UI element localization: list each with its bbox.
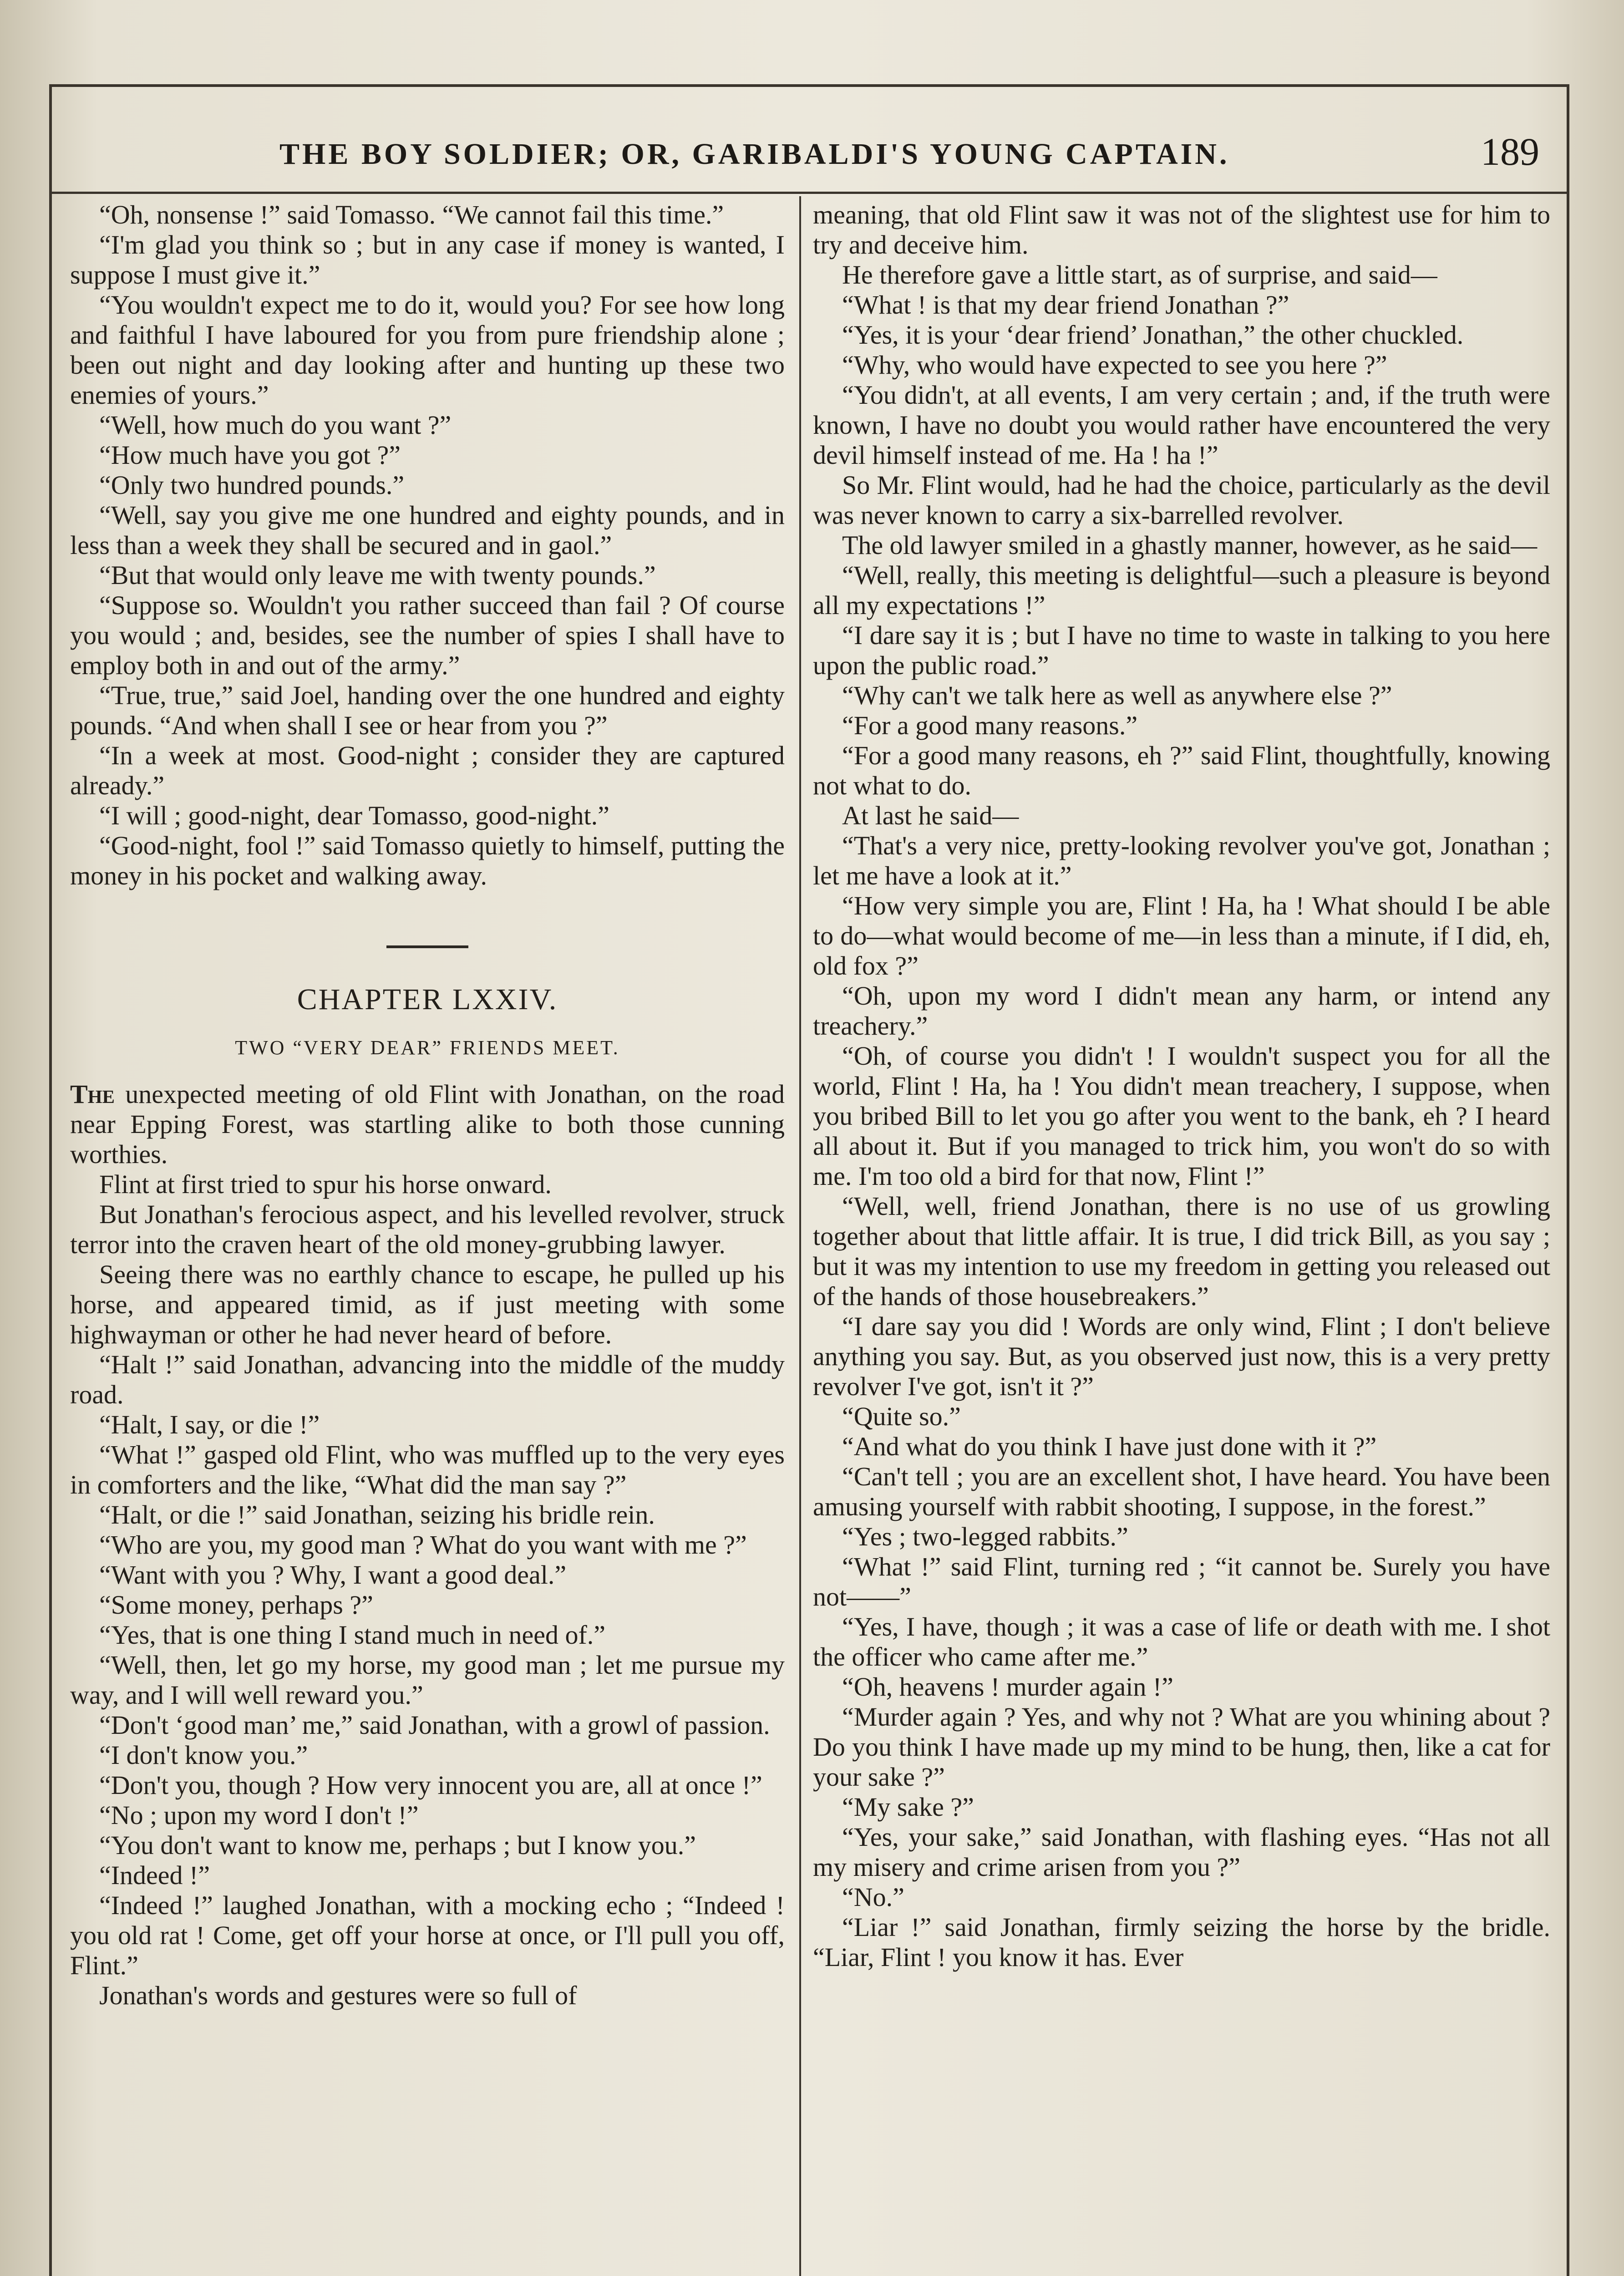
paragraph: “True, true,” said Joel, handing over the one hundred and eighty pounds. “And when shall I see or hear from you ?”	[70, 681, 785, 740]
paragraph: “You wouldn't expect me to do it, would you? For see how long and faithful I have laboured for you from pure friendship alone ; been out night and day looking after and hunting up these two enemies of yours.”	[70, 290, 785, 410]
paragraph: Jonathan's words and gestures were so full of	[99, 1981, 577, 2010]
paragraph: “Yes, your sake,” said Jonathan, with flashing eyes. “Has not all my misery and crime arisen from you ?”	[813, 1822, 1550, 1882]
paragraph: “Yes, that is one thing I stand much in need of.”	[99, 1620, 606, 1650]
paragraph: “Some money, perhaps ?”	[99, 1590, 373, 1620]
right-paragraphs	[813, 200, 1550, 1972]
paragraph: “Good-night, fool !” said Tomasso quietly to himself, putting the money in his pocket and walking away.	[70, 831, 785, 890]
paragraph: “My sake ?”	[842, 1792, 974, 1822]
paragraph: At last he said—	[842, 801, 1019, 830]
paragraph: “Well, really, this meeting is delightful—such a pleasure is beyond all my expectations !”	[813, 560, 1550, 620]
paragraph: “Oh, upon my word I didn't mean any harm, or intend any treachery.”	[813, 981, 1550, 1041]
left-column	[70, 200, 785, 2276]
right-column	[813, 200, 1550, 2276]
paragraph: “Oh, of course you didn't ! I wouldn't suspect you for all the world, Flint ! Ha, ha ! You didn't mean treachery, I suppose, when you bribed Bill to let you go after you went to the bank, eh ? I heard all about it. But if you managed to trick him, you won't do so with me. I'm too old a bird for that now, Flint !”	[813, 1041, 1550, 1191]
paragraph: “Yes, I have, though ; it was a case of life or death with me. I shot the officer who came after me.”	[813, 1612, 1550, 1671]
paragraph: “I'm glad you think so ; but in any case if money is wanted, I suppose I must give it.”	[70, 230, 785, 290]
paragraph: “How very simple you are, Flint ! Ha, ha ! What should I be able to do—what would become of me—in less than a minute, if I did, eh, old fox ?”	[813, 891, 1550, 981]
chapter-opening-paragraph	[70, 1079, 785, 1169]
paragraph: So Mr. Flint would, had he had the choice, particularly as the devil was never known to carry a six-barrelled revolver.	[813, 470, 1550, 530]
paragraph: “Yes ; two-legged rabbits.”	[842, 1522, 1128, 1551]
paragraph: Seeing there was no earthly chance to escape, he pulled up his horse, and appeared timid, as if just meeting with some highwayman or other he had never heard of before.	[70, 1260, 785, 1349]
left-paragraphs-after	[70, 1169, 785, 2011]
paragraph: “I dare say it is ; but I have no time to waste in talking to you here upon the public road.”	[813, 620, 1550, 680]
running-header	[52, 87, 1567, 194]
paragraph: “What !” gasped old Flint, who was muffled up to the very eyes in comforters and the like, “What did the man say ?”	[70, 1440, 785, 1499]
paragraph: “Yes, it is your ‘dear friend’ Jonathan,” the other chuckled.	[842, 320, 1464, 350]
paragraph: He therefore gave a little start, as of surprise, and said—	[842, 260, 1437, 290]
left-paragraphs-before	[70, 200, 785, 891]
paragraph: “Want with you ? Why, I want a good deal.”	[99, 1560, 567, 1590]
paragraph: Flint at first tried to spur his horse onward.	[99, 1169, 552, 1199]
paragraph: “But that would only leave me with twenty pounds.”	[99, 560, 656, 590]
paragraph: “Halt !” said Jonathan, advancing into the middle of the muddy road.	[70, 1350, 785, 1409]
paragraph: “In a week at most. Good-night ; consider they are captured already.”	[70, 741, 785, 800]
paragraph: “You didn't, at all events, I am very certain ; and, if the truth were known, I have no doubt you would rather have encountered the very devil himself instead of me. Ha ! ha !”	[813, 380, 1550, 470]
paragraph: “Quite so.”	[842, 1402, 961, 1431]
paragraph: “Well, then, let go my horse, my good man ; let me pursue my way, and I will well reward you.”	[70, 1650, 785, 1710]
paragraph: “Murder again ? Yes, and why not ? What are you whining about ? Do you think I have made up my mind to be hung, then, like a cat for your sake ?”	[813, 1702, 1550, 1792]
paragraph: “You don't want to know me, perhaps ; but I know you.”	[99, 1830, 696, 1860]
paragraph: “What ! is that my dear friend Jonathan ?”	[842, 290, 1289, 320]
paragraph: “Oh, heavens ! murder again !”	[842, 1672, 1173, 1702]
paragraph: “Indeed !”	[99, 1860, 210, 1890]
paragraph: meaning, that old Flint saw it was not of the slightest use for him to try and deceive him.	[813, 200, 1550, 259]
paragraph: “For a good many reasons.”	[842, 711, 1138, 740]
paragraph: “Don't ‘good man’ me,” said Jonathan, with a growl of passion.	[99, 1710, 770, 1740]
paragraph: “Well, say you give me one hundred and eighty pounds, and in less than a week they shall be secured and in gaol.”	[70, 500, 785, 560]
chapter-subtitle: TWO “VERY DEAR” FRIENDS MEET.	[235, 1036, 620, 1059]
paragraph: “I will ; good-night, dear Tomasso, good-night.”	[99, 801, 609, 830]
paragraph: “Well, how much do you want ?”	[99, 410, 452, 440]
paragraph: “I don't know you.”	[99, 1740, 308, 1770]
page-number: 189	[1481, 130, 1539, 173]
paragraph: “Who are you, my good man ? What do you want with me ?”	[99, 1530, 747, 1560]
paragraph: “Don't you, though ? How very innocent you are, all at once !”	[99, 1770, 762, 1800]
paragraph: “Indeed !” laughed Jonathan, with a mocking echo ; “Indeed ! you old rat ! Come, get off your horse at once, or I'll pull you off, Flint.”	[70, 1890, 785, 1980]
paragraph: “I dare say you did ! Words are only wind, Flint ; I don't believe anything you say. But, as you observed just now, this is a very pretty revolver I've got, isn't it ?”	[813, 1311, 1550, 1401]
paragraph: “And what do you think I have just done with it ?”	[842, 1432, 1377, 1461]
paragraph: “Liar !” said Jonathan, firmly seizing the horse by the bridle. “Liar, Flint ! you know it has. Ever	[813, 1912, 1550, 1972]
paragraph: “Only two hundred pounds.”	[99, 470, 405, 500]
paragraph: “Well, well, friend Jonathan, there is no use of us growling together about that little affair. It is true, I did trick Bill, as you say ; but it was my intention to use my freedom in getting you released out of the hands of those housebreakers.”	[813, 1191, 1550, 1311]
chapter-title: CHAPTER LXXIV.	[297, 983, 558, 1016]
paragraph: “What !” said Flint, turning red ; “it cannot be. Surely you have not——”	[813, 1552, 1550, 1611]
paragraph: “Can't tell ; you are an excellent shot, I have heard. You have been amusing yourself with rabbit shooting, I suppose, in the forest.”	[813, 1462, 1550, 1521]
column-divider	[799, 196, 801, 2276]
paragraph: “How much have you got ?”	[99, 440, 401, 470]
paragraph: “Halt, or die !” said Jonathan, seizing his bridle rein.	[99, 1500, 655, 1529]
paragraph: “Oh, nonsense !” said Tomasso. “We cannot fail this time.”	[99, 200, 724, 229]
paragraph: “Why, who would have expected to see you here ?”	[842, 350, 1387, 380]
opening-word: The	[70, 1079, 115, 1109]
paragraph: “Halt, I say, or die !”	[99, 1410, 320, 1439]
paragraph: “Why can't we talk here as well as anywhere else ?”	[842, 681, 1392, 710]
section-rule	[386, 945, 468, 948]
running-title: THE BOY SOLDIER; OR, GARIBALDI'S YOUNG CAPTAIN.	[279, 137, 1230, 171]
paragraph: “No ; upon my word I don't !”	[99, 1800, 419, 1830]
opening-text: unexpected meeting of old Flint with Jonathan, on the road near Epping Forest, was startling alike to both those cunning worthies.	[70, 1079, 785, 1169]
paragraph: “That's a very nice, pretty-looking revolver you've got, Jonathan ; let me have a look at it.”	[813, 831, 1550, 890]
paragraph: “No.”	[842, 1882, 904, 1912]
paragraph: But Jonathan's ferocious aspect, and his levelled revolver, struck terror into the craven heart of the old money-grubbing lawyer.	[70, 1199, 785, 1259]
paragraph: “For a good many reasons, eh ?” said Flint, thoughtfully, knowing not what to do.	[813, 741, 1550, 800]
paragraph: The old lawyer smiled in a ghastly manner, however, as he said—	[842, 530, 1538, 560]
paragraph: “Suppose so. Wouldn't you rather succeed than fail ? Of course you would ; and, besides, see the number of spies I shall have to employ both in and out of the army.”	[70, 590, 785, 680]
page-frame	[49, 84, 1569, 2276]
